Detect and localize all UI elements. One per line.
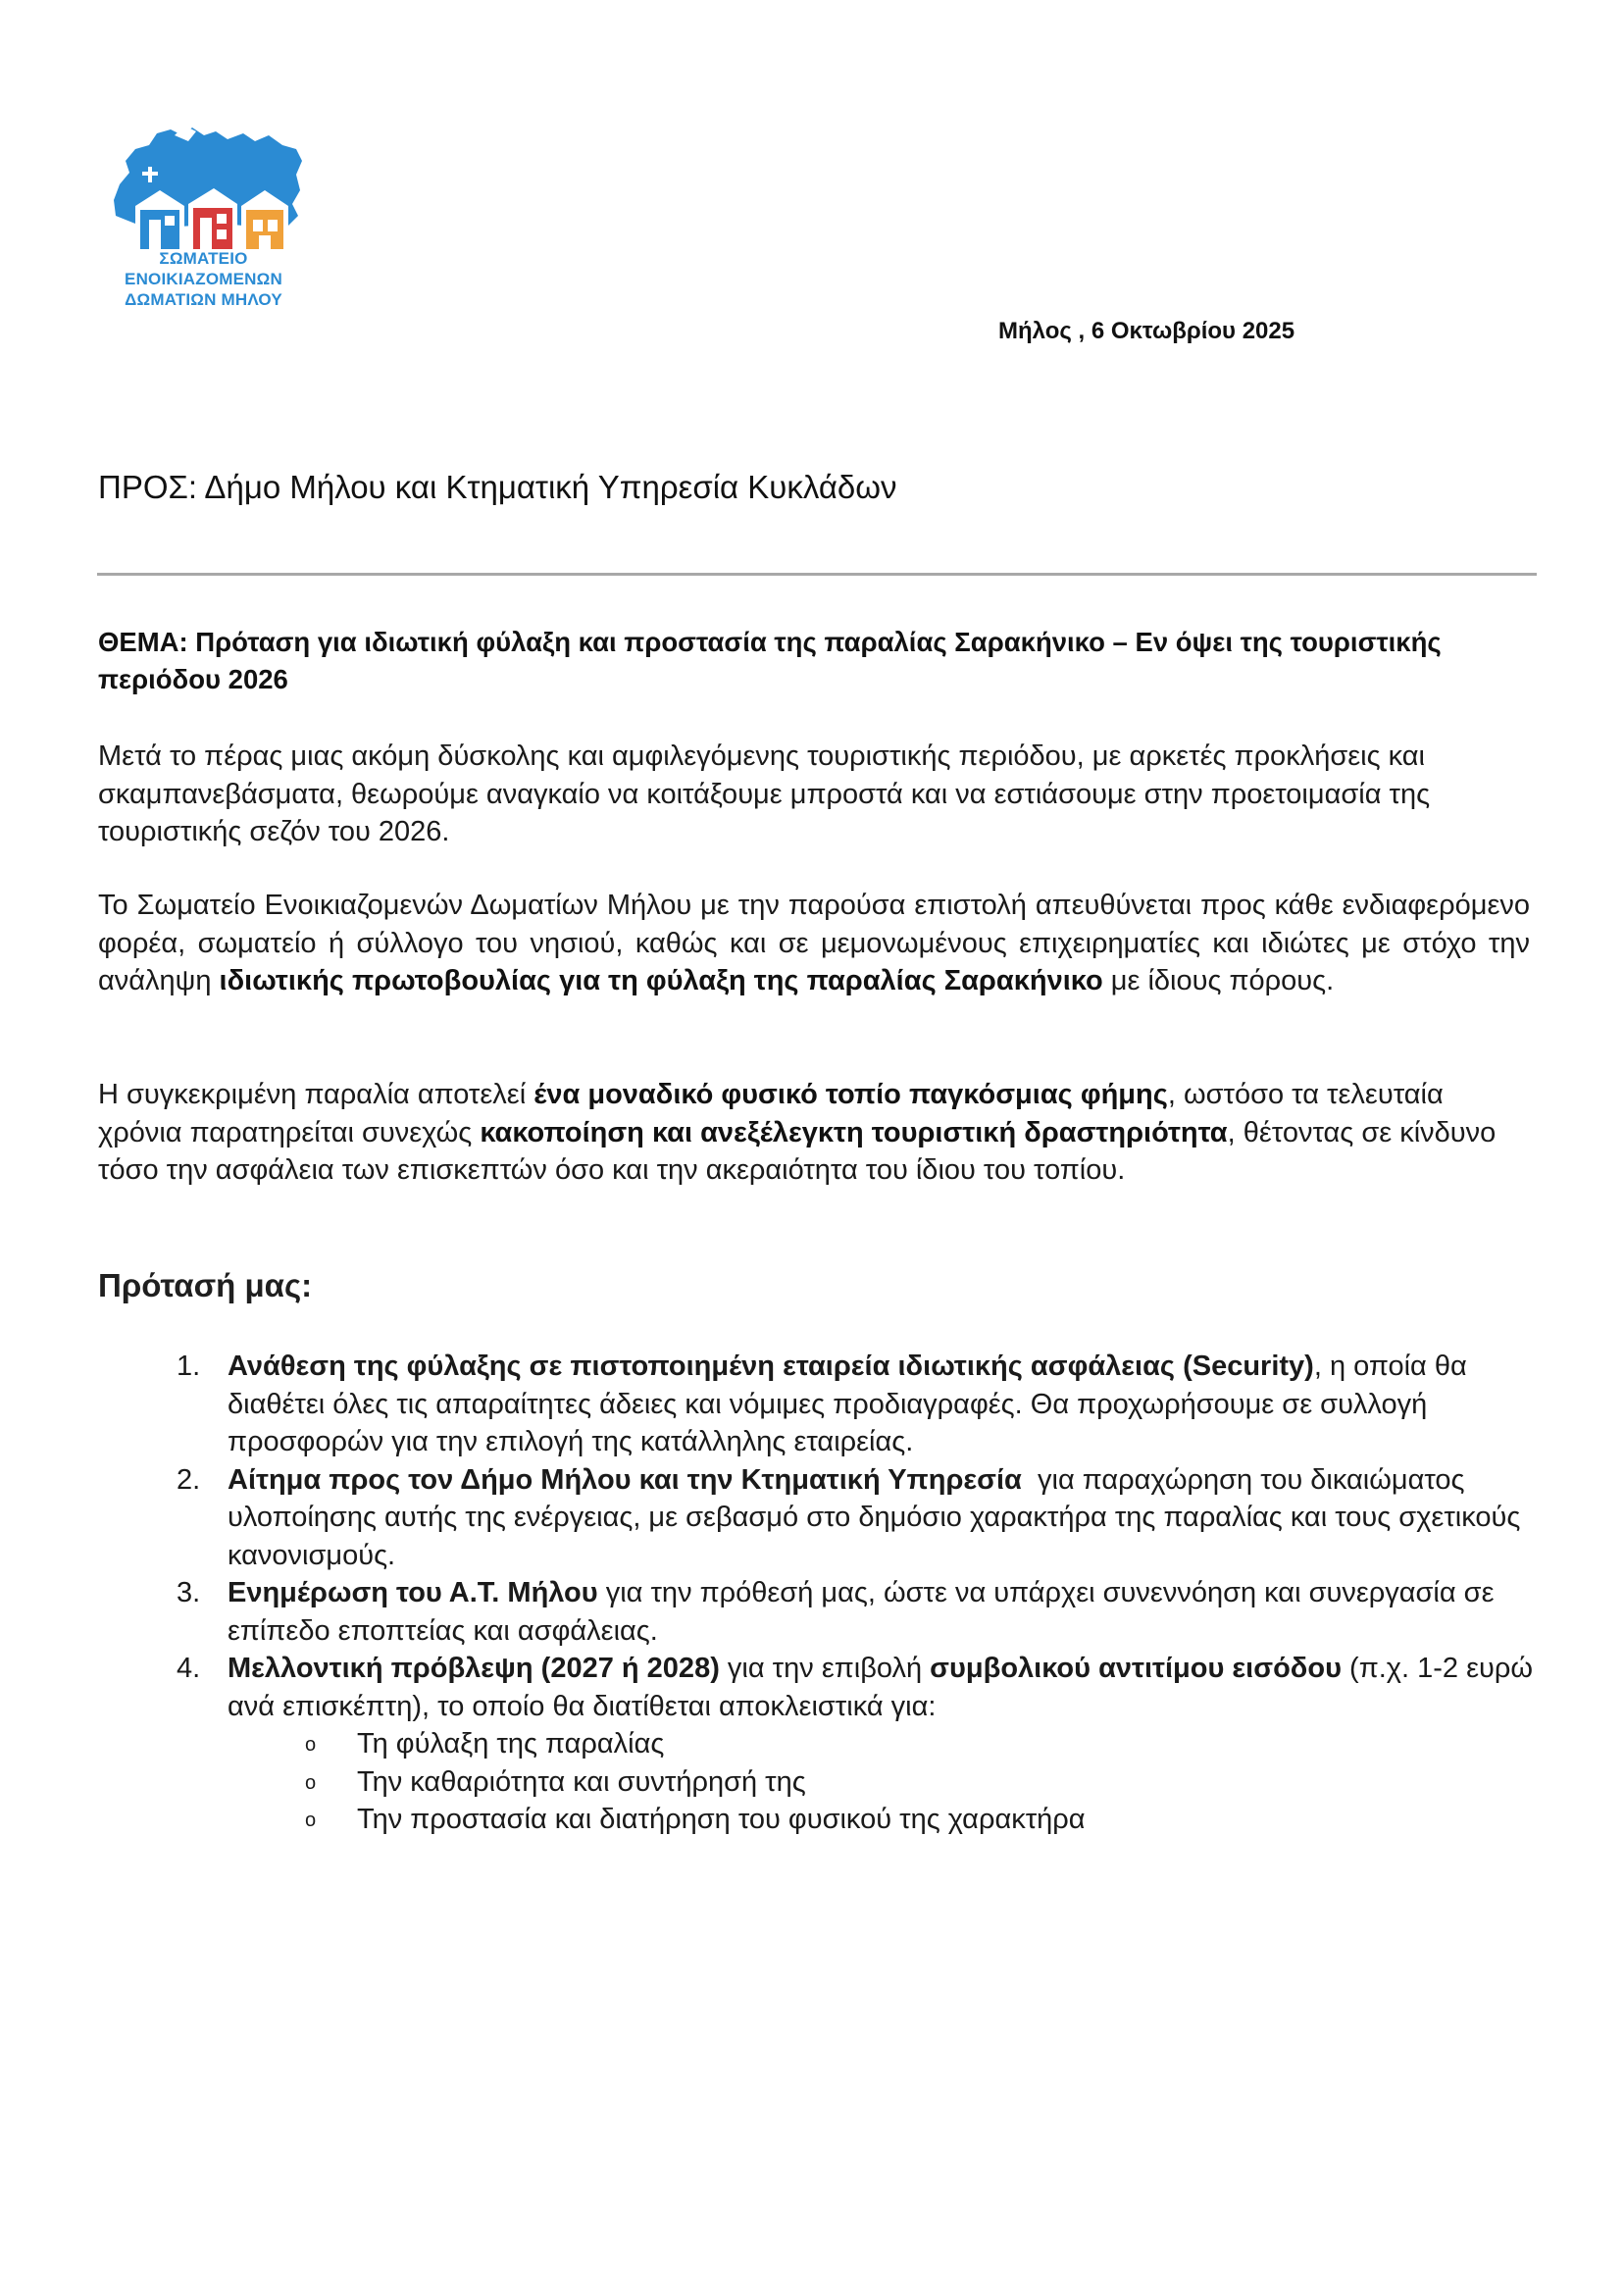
list-item-text: (π.χ. 1-2 ευρώ ανά επισκέπτη), το οποίο θα διατίθεται αποκλειστικά για:: [228, 1653, 1533, 1722]
list-item-text: για την πρόθεσή μας, ώστε να υπάρχει συνεννόηση και συνεργασία σε επίπεδο εποπτείας και ασφάλειας.: [228, 1577, 1495, 1647]
milos-island-logo-icon: [106, 106, 312, 253]
list-item: [177, 1348, 1540, 1461]
list-number: 4.: [177, 1653, 201, 1684]
paragraph-initiative: [98, 887, 1530, 1000]
paragraph-text: Το Σωματείο Ενοικιαζομενών Δωματίων Μήλου με την παρούσα επιστολή απευθύνεται προς κάθε ενδιαφερόμενο φορέα, σωματείο ή σύλλογο του νησιού, καθώς και σε μεμονωμένους επιχειρηματίες και ιδιώτες με στόχο την ανάληψη: [98, 890, 1530, 996]
list-number: 2.: [177, 1463, 201, 1496]
list-item-text: , η οποία θα διαθέτει όλες τις απαραίτητες άδειες και νόμιμες προδιαγραφές. Θα προχωρήσουμε σε συλλογή προσφορών για την επιλογή της κατάλληλης εταιρείας.: [228, 1351, 1467, 1457]
list-item-bold: Ανάθεση της φύλαξης σε πιστοποιημένη εταιρεία ιδιωτικής ασφάλειας (Security): [228, 1351, 1314, 1382]
list-number: 1.: [177, 1351, 201, 1382]
list-item-bold: συμβολικού αντιτίμου εισόδου: [930, 1653, 1342, 1684]
sub-list-text: Την προστασία και διατήρηση του φυσικού της χαρακτήρα: [357, 1804, 1086, 1835]
hollow-bullet-icon: o: [305, 1771, 317, 1794]
paragraph-bold-text: ιδιωτικής πρωτοβουλίας για τη φύλαξη της παραλίας Σαρακήνικο: [219, 965, 1103, 996]
paragraph-bold-text: κακοποίηση και ανεξέλεγκτη τουριστική δραστηριότητα: [480, 1116, 1228, 1148]
paragraph-text: , θέτοντας σε κίνδυνο τόσο την ασφάλεια των επισκεπτών όσο και την ακεραιότητα του ίδιου του τοπίου.: [98, 1116, 1497, 1186]
sub-list-item: [177, 1801, 1540, 1839]
letter-date: Μήλος , 6 Οκτωβρίου 2025: [998, 318, 1295, 344]
hollow-bullet-icon: o: [305, 1734, 317, 1756]
subject-line: ΘΕΜΑ: Πρόταση για ιδιωτική φύλαξη και προστασία της παραλίας Σαρακήνικο – Εν όψει της τουριστικής περιόδου 2026: [98, 627, 1442, 694]
list-item-text: για παραχώρηση του δικαιώματος υλοποίησης αυτής της ενέργειας, με σεβασμό στο δημόσιο χαρακτήρα της παραλίας και τους σχετικούς κανονισμούς.: [228, 1463, 1529, 1571]
paragraph-text: με ίδιους πόρους.: [1102, 965, 1335, 996]
paragraph-beach: [98, 1076, 1530, 1190]
sub-list-item: [177, 1725, 1540, 1763]
paragraph-intro: Μετά το πέρας μιας ακόμη δύσκολης και αμφιλεγόμενης τουριστικής περιόδου, με αρκετές προκλήσεις και σκαμπανεβάσματα, θεωρούμε αναγκαίο να κοιτάξουμε μπροστά και να εστιάσουμε στην προετοιμασία της τουριστικής σεζόν του 2026.: [98, 740, 1431, 847]
sub-list-text: Τη φύλαξη της παραλίας: [357, 1728, 665, 1760]
paragraph-text: Η συγκεκριμένη παραλία αποτελεί: [98, 1079, 534, 1110]
sub-list-text: Την καθαριότητα και συντήρησή της: [357, 1765, 806, 1798]
list-item: [177, 1650, 1540, 1725]
horizontal-divider: [97, 573, 1537, 576]
paragraph-text: , ωστόσο τα τελευταία χρόνια παρατηρείται συνεχώς: [98, 1079, 1444, 1148]
logo-line-1: ΣΩΜΑΤΕΙΟ: [159, 249, 248, 268]
list-item: [177, 1461, 1540, 1575]
logo-line-2: ΕΝΟΙΚΙΑΖΟΜΕΝΩΝ: [125, 270, 282, 288]
logo-line-3: ΔΩΜΑΤΙΩΝ ΜΗΛΟΥ: [125, 290, 282, 309]
paragraph-bold-text: ένα μοναδικό φυσικό τοπίο παγκόσμιας φήμης: [533, 1079, 1168, 1110]
list-number: 3.: [177, 1577, 201, 1608]
proposal-heading: Πρότασή μας:: [98, 1267, 313, 1303]
association-logo: [98, 106, 309, 317]
list-item-bold: Μελλοντική πρόβλεψη (2027 ή 2028): [228, 1653, 720, 1684]
list-item: [177, 1574, 1540, 1650]
list-item-bold: Αίτημα προς τον Δήμο Μήλου και την Κτηματική Υπηρεσία: [228, 1463, 1022, 1496]
hollow-bullet-icon: o: [305, 1810, 317, 1831]
logo-wordmark: [98, 248, 309, 310]
list-item-text: για την επιβολή: [719, 1653, 931, 1684]
list-item-bold: Ενημέρωση του Α.Τ. Μήλου: [228, 1577, 598, 1608]
sub-list: [177, 1725, 1540, 1839]
sub-list-item: [177, 1763, 1540, 1802]
proposal-list: [177, 1348, 1540, 1839]
recipient-line: ΠΡΟΣ: Δήμο Μήλου και Κτηματική Υπηρεσία Κυκλάδων: [98, 469, 897, 505]
